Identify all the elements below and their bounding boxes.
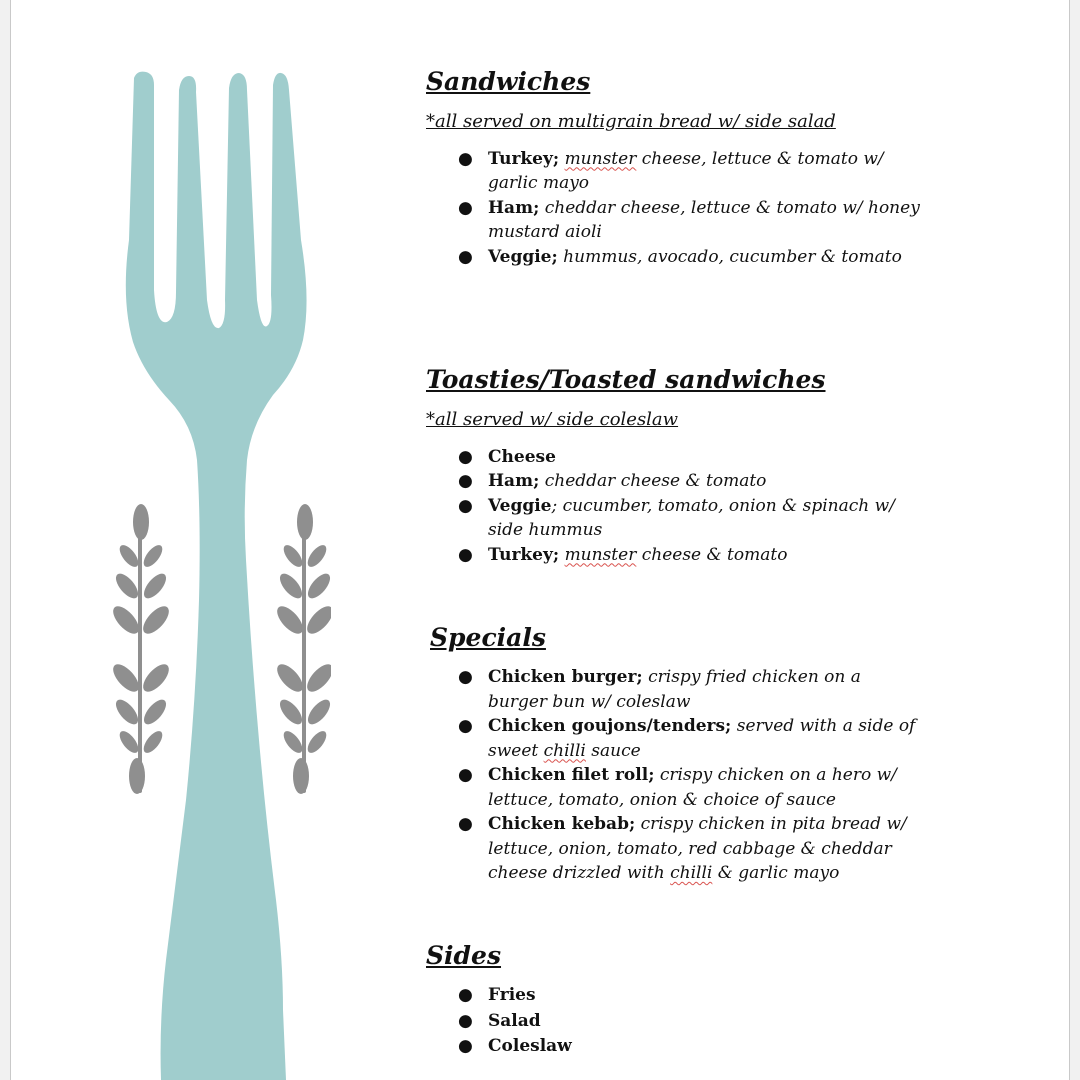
- section-sandwiches: [426, 67, 946, 269]
- bullet-icon: ●: [458, 246, 473, 267]
- section-title: Toasties/Toasted sandwiches: [426, 365, 826, 394]
- item-desc: served with a side of sweet: [488, 716, 916, 761]
- item-desc: hummus, avocado, cucumber & tomato: [557, 246, 902, 267]
- bullet-icon: ●: [458, 1010, 473, 1031]
- item-name: Salad: [488, 1010, 541, 1031]
- bullet-icon: ●: [458, 495, 473, 516]
- bullet-icon: ●: [458, 1036, 473, 1056]
- item-name: Chicken kebab;: [488, 814, 636, 834]
- item-desc: ; cucumber, tomato, onion & spinach w/ side hummus: [488, 495, 895, 541]
- bullet-icon: ●: [458, 985, 473, 1005]
- section-specials: [430, 623, 950, 886]
- item-name: Fries: [488, 985, 536, 1005]
- menu-item: [426, 245, 923, 270]
- item-name: Ham;: [488, 197, 540, 218]
- menu-item: [426, 494, 923, 543]
- item-name: Veggie;: [488, 246, 558, 267]
- menu-item: [426, 196, 923, 245]
- item-name: Turkey;: [488, 148, 560, 169]
- item-name: Cheese: [488, 446, 556, 467]
- item-desc: cheese & tomato: [636, 544, 788, 565]
- spellcheck-word: chilli: [543, 740, 586, 761]
- menu-item: [426, 1034, 923, 1060]
- spellcheck-word: chilli: [670, 863, 713, 883]
- bullet-icon: ●: [458, 197, 473, 218]
- bullet-icon: ●: [458, 814, 473, 834]
- menu-item: [426, 763, 923, 812]
- bullet-icon: ●: [458, 446, 473, 467]
- item-name: Ham;: [488, 471, 540, 492]
- bullet-icon: ●: [458, 765, 473, 785]
- menu-item: [426, 469, 923, 494]
- menu-item: [426, 665, 923, 714]
- item-name: Turkey;: [488, 544, 560, 565]
- bullet-icon: ●: [458, 148, 473, 169]
- item-desc: cheddar cheese & tomato: [539, 471, 767, 492]
- item-desc: sauce: [585, 740, 641, 761]
- menu-list: [426, 665, 950, 886]
- item-desc: crispy chicken on a hero w/ lettuce, tomato, onion & choice of sauce: [488, 765, 897, 810]
- spellcheck-word: munster: [564, 544, 637, 565]
- menu-list: [426, 983, 946, 1060]
- menu-item: [426, 1009, 923, 1035]
- bullet-icon: ●: [458, 471, 473, 492]
- item-name: Coleslaw: [488, 1036, 572, 1056]
- item-name: Chicken goujons/tenders;: [488, 716, 732, 736]
- item-name: Chicken burger;: [488, 667, 643, 687]
- menu-list: [426, 445, 946, 568]
- menu-item: [426, 983, 923, 1009]
- fork-illustration: [11, 0, 331, 1080]
- section-toasties: [426, 365, 946, 567]
- item-desc: cheddar cheese, lettuce & tomato w/ honey mustard aioli: [488, 197, 920, 243]
- leaf-sprig-icon: [109, 504, 174, 794]
- spellcheck-word: munster: [564, 148, 637, 169]
- section-note: *all served w/ side coleslaw: [426, 409, 679, 430]
- leaf-sprig-icon: [273, 504, 331, 794]
- item-desc: cheese, lettuce & tomato w/ garlic mayo: [488, 148, 884, 194]
- item-name: Chicken filet roll;: [488, 765, 655, 785]
- bullet-icon: ●: [458, 716, 473, 736]
- item-desc: & garlic mayo: [712, 863, 840, 883]
- item-name: Veggie: [488, 495, 552, 516]
- document-page: [10, 0, 1070, 1080]
- section-title: Sandwiches: [426, 67, 591, 96]
- menu-item: [426, 147, 923, 196]
- fork-icon: [126, 72, 307, 1080]
- menu-item: [426, 812, 923, 886]
- menu-item: [426, 543, 923, 568]
- item-desc: crispy fried chicken on a burger bun w/ coleslaw: [488, 667, 861, 712]
- section-title: Sides: [426, 941, 502, 970]
- menu-item: [426, 445, 923, 470]
- section-note: *all served on multigrain bread w/ side salad: [426, 111, 836, 132]
- bullet-icon: ●: [458, 667, 473, 687]
- bullet-icon: ●: [458, 544, 473, 565]
- section-sides: [426, 941, 946, 1060]
- menu-item: [426, 714, 923, 763]
- menu-list: [426, 147, 946, 270]
- section-title: Specials: [430, 623, 546, 652]
- item-desc: crispy chicken in pita bread w/ lettuce, onion, tomato, red cabbage & cheddar cheese drizzled with: [488, 814, 907, 883]
